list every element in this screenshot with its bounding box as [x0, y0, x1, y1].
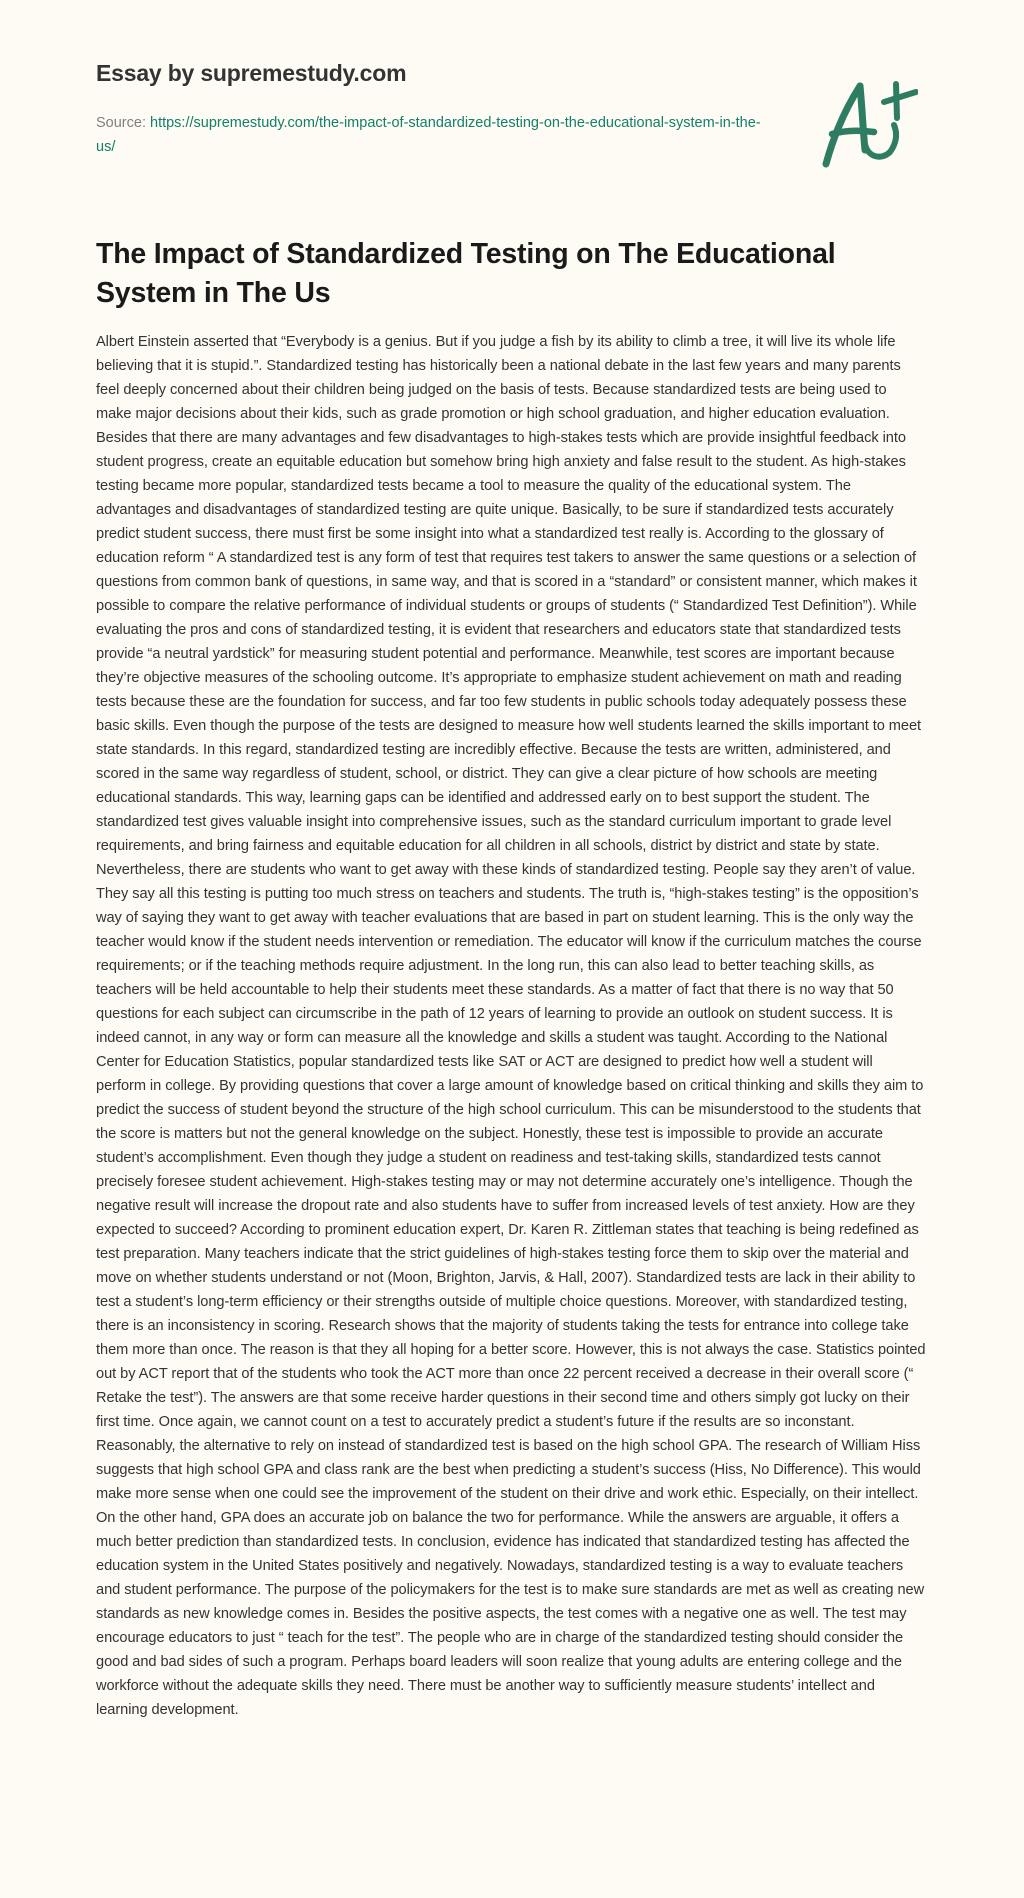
- essay-body: Albert Einstein asserted that “Everybody is a genius. But if you judge a fish by its ability to climb a tree, it will live its whole life believing that it is stupid.”. Standardized testing has historically been a national debate in the last few years and many parents feel deeply concerned about their children being judged on the basis of tests. Because standardized tests are being used to make major decisions about their kids, such as grade promotion or high school graduation, and higher education evaluation. Besides that there are many advantages and few disadvantages to high-stakes tests which are provide insightful feedback into student progress, create an equitable education but somehow bring high anxiety and false result to the student. As high-stakes testing became more popular, standardized tests became a tool to measure the quality of the educational system. The advantages and disadvantages of standardized testing are quite unique. Basically, to be sure if standardized tests accurately predict student success, there must first be some insight into what a standardized test really is. According to the glossary of education reform “ A standardized test is any form of test that requires test takers to answer the same questions or a selection of questions from common bank of questions, in same way, and that is scored in a “standard” or consistent manner, which makes it possible to compare the relative performance of individual students or groups of students (“ Standardized Test Definition”). While evaluating the pros and cons of standardized testing, it is evident that researchers and educators state that standardized tests provide “a neutral yardstick” for measuring student potential and performance. Meanwhile, test scores are important because they’re objective measures of the schooling outcome. It’s appropriate to emphasize student achievement on math and reading tests because these are the foundation for success, and far too few students in public schools today adequately possess these basic skills. Even though the purpose of the tests are designed to measure how well students learned the skills important to meet state standards. In this regard, standardized testing are incredibly effective. Because the tests are written, administered, and scored in the same way regardless of student, school, or district. They can give a clear picture of how schools are meeting educational standards. This way, learning gaps can be identified and addressed early on to best support the student. The standardized test gives valuable insight into comprehensive issues, such as the standard curriculum important to grade level requirements, and bring fairness and equitable education for all children in all schools, district by district and state by state. Nevertheless, there are students who want to get away with these kinds of standardized testing. People say they aren’t of value. They say all this testing is putting too much stress on teachers and students. The truth is, “high-stakes testing” is the opposition’s way of saying they want to get away with teacher evaluations that are based in part on student learning. This is the only way the teacher would know if the student needs intervention or remediation. The educator will know if the curriculum matches the course requirements; or if the teaching methods require adjustment. In the long run, this can also lead to better teaching skills, as teachers will be held accountable to help their students meet these standards. As a matter of fact that there is no way that 50 questions for each subject can circumscribe in the path of 12 years of learning to provide an outlook on student success. It is indeed cannot, in any way or form can measure all the knowledge and skills a student was taught. According to the National Center for Education Statistics, popular standardized tests like SAT or ACT are designed to predict how well a student will perform in college. By providing questions that cover a large amount of knowledge based on critical thinking and skills they aim to predict the success of student beyond the structure of the high school curriculum. This can be misunderstood to the students that the score is matters but not the general knowledge on the subject. Honestly, these test is impossible to provide an accurate student’s accomplishment. Even though they judge a student on readiness and test-taking skills, standardized tests cannot precisely foresee student achievement. High-stakes testing may or may not determine accurately one’s intelligence. Though the negative result will increase the dropout rate and also students have to suffer from increased levels of test anxiety. How are they expected to succeed? According to prominent education expert, Dr. Karen R. Zittleman states that teaching is being redefined as test preparation. Many teachers indicate that the strict guidelines of high-stakes testing force them to skip over the material and move on whether students understand or not (Moon, Brighton, Jarvis, & Hall, 2007). Standardized tests are lack in their ability to test a student’s long-term efficiency or their strengths outside of multiple choice questions. Moreover, with standardized testing, there is an inconsistency in scoring. Research shows that the majority of students taking the tests for entrance into college take them more than once. The reason is that they all hoping for a better score. However, this is not always the case. Statistics pointed out by ACT report that of the students who took the ACT more than once 22 percent received a decrease in their overall score (“ Retake the test”). The answers are that some receive harder questions in their second time and others simply got lucky on their first time. Once again, we cannot count on a test to accurately predict a student’s future if the results are so inconstant. Reasonably, the alternative to rely on instead of standardized test is based on the high school GPA. The research of William Hiss suggests that high school GPA and class rank are the best when predicting a student’s success (Hiss, No Difference). This would make more sense when one could see the improvement of the student on their drive and work ethic. Especially, on their intellect. On the other hand, GPA does an accurate job on balance the two for performance. While the answers are arguable, it offers a much better prediction than standardized tests. In conclusion, evidence has indicated that standardized testing has affected the education system in the United States positively and negatively. Nowadays, standardized testing is a way to evaluate teachers and student performance. The purpose of the policymakers for the test is to make sure standards are met as well as creating new standards as new knowledge comes in. Besides the positive aspects, the test comes with a negative one as well. The test may encourage educators to just “ teach for the test”. The people who are in charge of the standardized testing should consider the good and bad sides of such a program. Perhaps board leaders will soon realize that young adults are entering college and the workforce without the adequate skills they need. There must be another way to sufficiently measure students’ intellect and learning development.: [96, 334, 926, 1718]
- a-plus-grade-icon: [818, 70, 918, 170]
- site-title: Essay by supremestudy.com: [96, 60, 407, 86]
- source-label: Source:: [96, 115, 150, 131]
- essay-title: The Impact of Standardized Testing on The Educational System in The Us: [96, 238, 836, 309]
- header: [96, 0, 928, 235]
- source-line: [96, 111, 776, 159]
- source-link[interactable]: https://supremestudy.com/the-impact-of-standardized-testing-on-the-educational-system-in-the-us/: [96, 115, 761, 155]
